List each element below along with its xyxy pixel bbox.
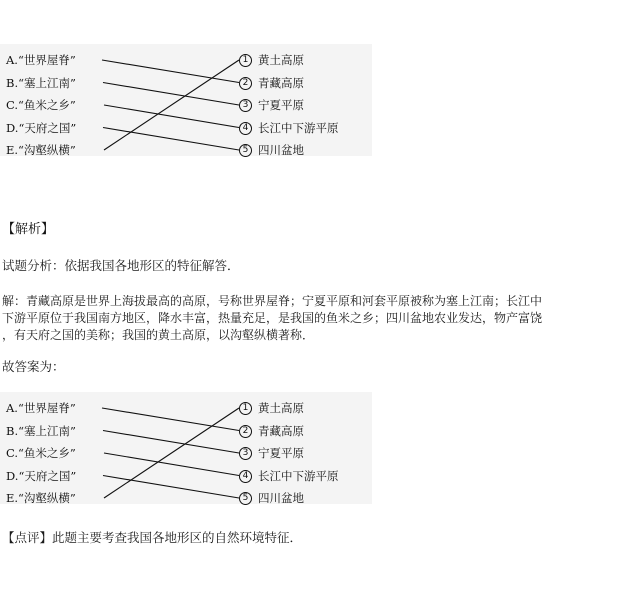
bottom-right-number: 4 bbox=[239, 470, 252, 483]
bottom-right-number: 1 bbox=[239, 402, 252, 415]
section-heading: 【解析】 bbox=[2, 222, 55, 237]
explanation-line-3: ，有天府之国的美称；我国的黄土高原，以沟壑纵横著称． bbox=[2, 328, 315, 342]
bottom-right-item: 四川盆地 bbox=[258, 491, 304, 505]
bottom-left-item: E.“沟壑纵横” bbox=[6, 491, 76, 505]
bottom-left-item: B.“塞上江南” bbox=[6, 423, 76, 438]
bottom-right-number: 3 bbox=[239, 447, 252, 460]
bottom-right-item: 长江中下游平原 bbox=[258, 468, 339, 483]
top-left-item: D.“天府之国” bbox=[6, 120, 77, 135]
bottom-right-number: 2 bbox=[239, 425, 252, 438]
top-match-line bbox=[103, 83, 239, 106]
bottom-right-number: 5 bbox=[239, 492, 252, 505]
explanation-line-2: 下游平原位于我国南方地区，降水丰富，热量充足，是我国的鱼米之乡；四川盆地农业发达，物产富饶 bbox=[2, 311, 543, 325]
comment-text: 【点评】此题主要考查我国各地形区的自然环境特征． bbox=[2, 530, 303, 545]
matching-figure-top bbox=[0, 44, 372, 156]
bottom-left-item: D.“天府之国” bbox=[6, 468, 77, 483]
bottom-match-line bbox=[103, 476, 239, 499]
bottom-match-line bbox=[103, 431, 239, 454]
top-right-item: 四川盆地 bbox=[258, 143, 304, 157]
top-right-number: 5 bbox=[239, 144, 252, 157]
bottom-match-line bbox=[104, 453, 239, 476]
top-right-item: 长江中下游平原 bbox=[258, 120, 339, 135]
top-right-item: 宁夏平原 bbox=[258, 98, 304, 112]
top-match-line bbox=[103, 128, 239, 151]
bottom-left-item: A.“世界屋脊” bbox=[6, 401, 76, 415]
answer-label: 故答案为： bbox=[2, 359, 65, 374]
bottom-right-item: 黄土高原 bbox=[258, 401, 304, 415]
bottom-left-item: C.“鱼米之乡” bbox=[6, 446, 76, 460]
top-match-line bbox=[102, 60, 239, 83]
top-left-item: A.“世界屋脊” bbox=[6, 53, 76, 67]
matching-figure-bottom bbox=[0, 392, 372, 504]
bottom-match-line bbox=[102, 408, 239, 431]
top-right-number: 3 bbox=[239, 99, 252, 112]
explanation-line-1: 解：青藏高原是世界上海拔最高的高原，号称世界屋脊；宁夏平原和河套平原被称为塞上江南；长江中 bbox=[2, 294, 543, 308]
top-left-item: E.“沟壑纵横” bbox=[6, 143, 76, 157]
bottom-right-item: 宁夏平原 bbox=[258, 446, 304, 460]
top-right-item: 黄土高原 bbox=[258, 53, 304, 67]
top-match-line bbox=[104, 60, 239, 150]
top-right-number: 1 bbox=[239, 54, 252, 67]
bottom-match-line bbox=[104, 408, 239, 498]
top-right-number: 4 bbox=[239, 122, 252, 135]
analysis-text: 试题分析：依据我国各地形区的特征解答． bbox=[2, 258, 240, 273]
top-left-item: B.“塞上江南” bbox=[6, 75, 76, 90]
top-match-line bbox=[104, 105, 239, 128]
top-left-item: C.“鱼米之乡” bbox=[6, 98, 76, 112]
top-right-number: 2 bbox=[239, 77, 252, 90]
bottom-right-item: 青藏高原 bbox=[258, 423, 304, 438]
top-right-item: 青藏高原 bbox=[258, 75, 304, 90]
